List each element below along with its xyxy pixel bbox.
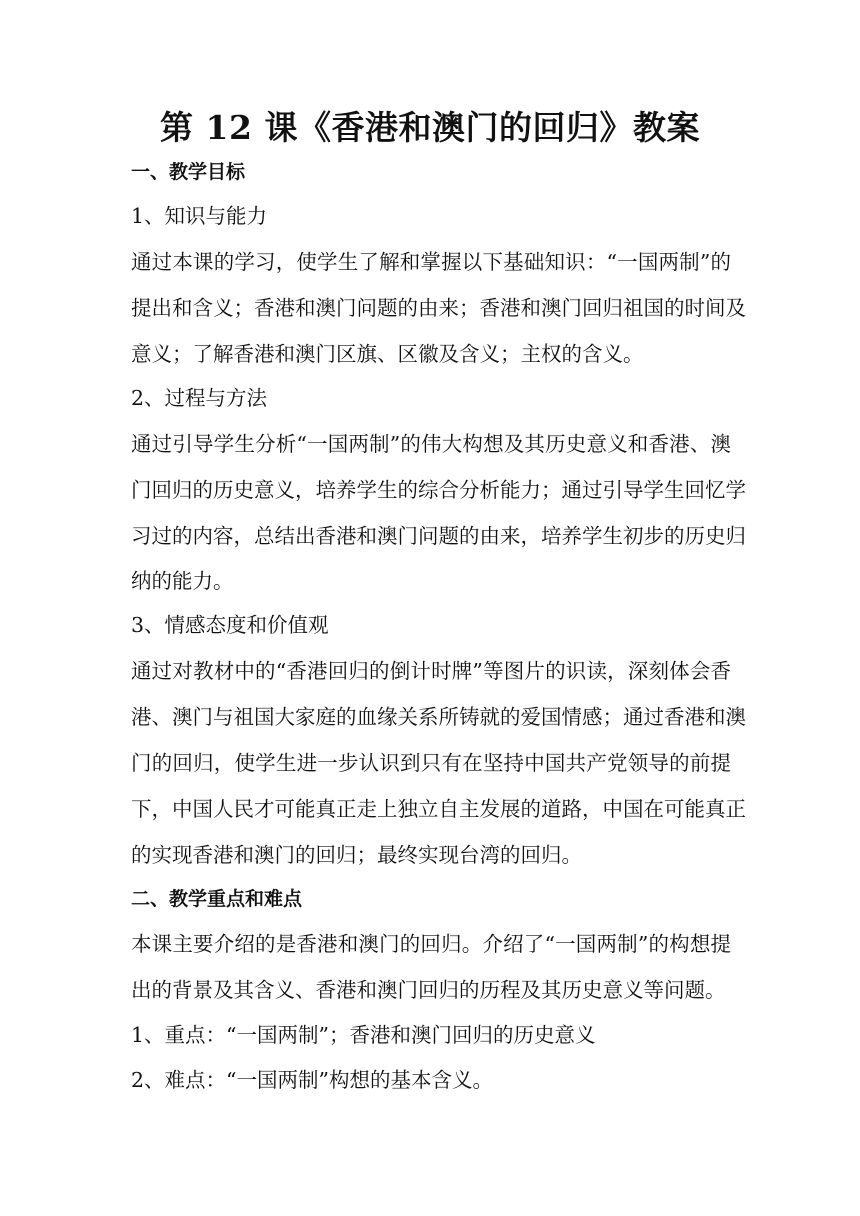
paragraph-line: 下，中国人民才可能真正走上独立自主发展的道路，中国在可能真正 bbox=[131, 797, 746, 821]
paragraph-line: 门回归的历史意义，培养学生的综合分析能力；通过引导学生回忆学 bbox=[131, 478, 746, 502]
paragraph-line: 港、澳门与祖国大家庭的血缘关系所铸就的爱国情感；通过香港和澳 bbox=[131, 705, 746, 729]
paragraph-line: 通过对教材中的“香港回归的倒计时牌”等图片的识读，深刻体会香 bbox=[131, 659, 731, 683]
paragraph-line: 门的回归，使学生进一步认识到只有在坚持中国共产党领导的前提 bbox=[131, 751, 731, 775]
key-point: 1、重点：“一国两制”；香港和澳门回归的历史意义 bbox=[131, 1023, 596, 1047]
subheading-knowledge: 1、知识与能力 bbox=[131, 204, 268, 228]
paragraph-line: 纳的能力。 bbox=[131, 569, 234, 593]
paragraph-line: 出的背景及其含义、香港和澳门回归的历程及其历史意义等问题。 bbox=[131, 978, 726, 1002]
paragraph-line: 通过本课的学习，使学生了解和掌握以下基础知识：“一国两制”的 bbox=[131, 250, 731, 274]
subheading-attitude: 3、情感态度和价值观 bbox=[131, 613, 329, 637]
document-title: 第 12 课《香港和澳门的回归》教案 bbox=[160, 108, 700, 147]
subheading-process: 2、过程与方法 bbox=[131, 386, 268, 410]
paragraph-line: 通过引导学生分析“一国两制”的伟大构想及其历史意义和香港、澳 bbox=[131, 432, 731, 456]
paragraph-line: 提出和含义；香港和澳门问题的由来；香港和澳门回归祖国的时间及 bbox=[131, 296, 746, 320]
paragraph-line: 本课主要介绍的是香港和澳门的回归。介绍了“一国两制”的构想提 bbox=[131, 932, 731, 956]
section-heading-objectives: 一、教学目标 bbox=[131, 161, 246, 183]
paragraph-line: 习过的内容，总结出香港和澳门问题的由来，培养学生初步的历史归 bbox=[131, 524, 746, 548]
difficult-point: 2、难点：“一国两制”构想的基本含义。 bbox=[131, 1068, 494, 1092]
section-heading-keypoints: 二、教学重点和难点 bbox=[131, 888, 303, 910]
paragraph-line: 的实现香港和澳门的回归；最终实现台湾的回归。 bbox=[131, 843, 582, 867]
paragraph-line: 意义；了解香港和澳门区旗、区徽及含义；主权的含义。 bbox=[131, 342, 644, 366]
